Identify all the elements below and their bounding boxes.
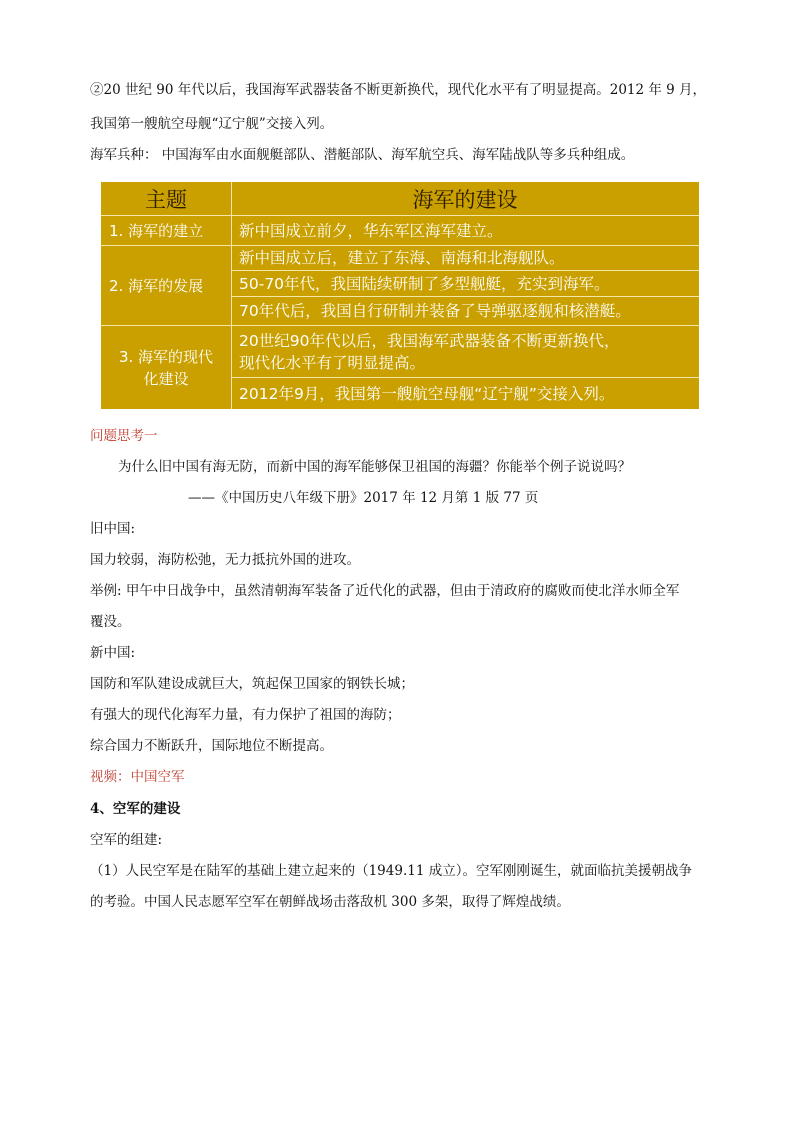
question-source: ——《中国历史八年级下册》2017 年 12 月第 1 版 77 页 xyxy=(188,490,539,506)
old-china-example-line1: 举例: 甲午中日战争中，虽然清朝海军装备了近代化的武器，但由于清政府的腐败而使北洋水师全军 xyxy=(90,583,680,599)
old-china-p1: 国力较弱，海防松弛，无力抵抗外国的进攻。 xyxy=(90,552,360,568)
row-text-development-a: 新中国成立后，建立了东海、南海和北海舰队。 xyxy=(239,249,565,267)
row-text-modernization-a xyxy=(232,326,699,377)
old-china-label: 旧中国: xyxy=(90,521,136,537)
row-label-navy-development: 2. 海军的发展 xyxy=(109,276,204,295)
new-china-p2: 有强大的现代化海军力量，有力保护了祖国的海防； xyxy=(90,707,401,723)
question-text: 为什么旧中国有海无防，而新中国的海军能够保卫祖国的海疆？你能举个例子说说吗？ xyxy=(118,459,631,475)
new-china-p1: 国防和军队建设成就巨大，筑起保卫国家的钢铁长城； xyxy=(90,676,414,692)
table-header-title: 海军的建设 xyxy=(412,187,518,212)
row-text-development-c: 70年代后，我国自行研制并装备了导弹驱逐舰和核潜艇。 xyxy=(239,302,631,320)
navy-branches-line: 海军兵种： 中国海军由水面舰艇部队、潜艇部队、海军航空兵、海军陆战队等多兵种组成。 xyxy=(90,147,635,163)
section4-p1-line2: 的考验。中国人民志愿军空军在朝鲜战场击落敌机 300 多架，取得了辉煌战绩。 xyxy=(90,894,570,910)
row-text-modernization-b: 2012年9月，我国第一艘航空母舰“辽宁舰”交接入列。 xyxy=(239,384,615,403)
section4-p1-line1: （1）人民空军是在陆军的基础上建立起来的（1949.11 成立）。空军刚刚诞生，就面临抗美援朝战争 xyxy=(90,863,692,879)
row-label-modernization xyxy=(101,326,231,409)
navy-construction-table xyxy=(101,182,699,409)
row-text-modernization-a-line2: 现代化水平有了明显提高。 xyxy=(239,353,426,372)
row-text-modernization-a-line1: 20世纪90年代以后，我国海军武器装备不断更新换代， xyxy=(239,331,620,350)
video-link[interactable]: 视频：中国空军 xyxy=(90,769,185,785)
row-label-navy-founding: 1. 海军的建立 xyxy=(109,221,204,240)
new-china-p3: 综合国力不断跃升，国际地位不断提高。 xyxy=(90,738,333,754)
question-title: 问题思考一 xyxy=(90,428,158,444)
old-china-example-line2: 覆没。 xyxy=(90,614,131,630)
row-label-modernization-line2: 化建设 xyxy=(143,369,189,388)
section4-title: 4、空军的建设 xyxy=(90,801,181,817)
new-china-label: 新中国: xyxy=(90,645,136,661)
row-label-modernization-line1: 3. 海军的现代 xyxy=(118,347,214,366)
row-text-navy-founding: 新中国成立前夕，华东军区海军建立。 xyxy=(239,221,503,240)
intro-line-1: ②20 世纪 90 年代以后，我国海军武器装备不断更新换代，现代化水平有了明显提高。2012 年 9 月， xyxy=(90,82,707,98)
intro-line-2: 我国第一艘航空母舰“辽宁舰”交接入列。 xyxy=(90,116,334,132)
section4-subtitle: 空军的组建: xyxy=(90,832,163,848)
table-header-topic: 主题 xyxy=(145,187,187,212)
row-text-development-b: 50-70年代，我国陆续研制了多型舰艇，充实到海军。 xyxy=(239,274,610,293)
